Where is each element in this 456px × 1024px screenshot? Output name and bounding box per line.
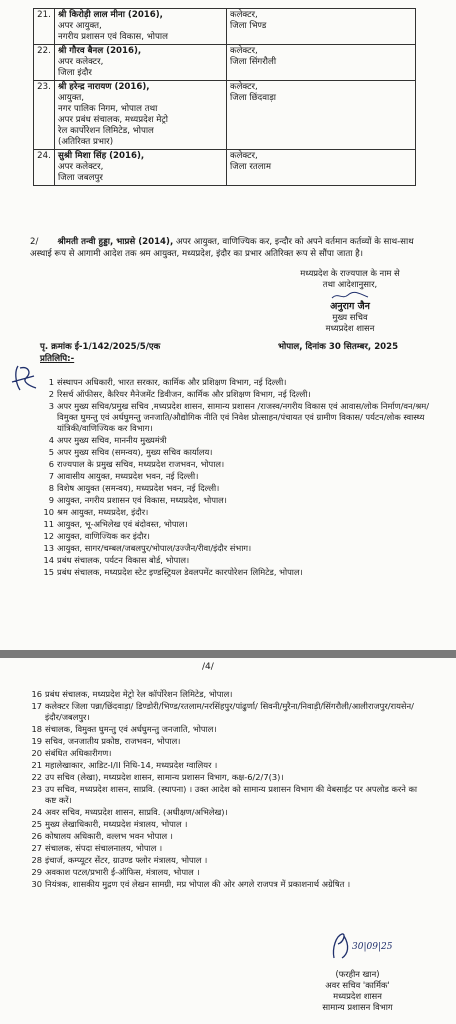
signature-block-chief-secretary: मध्यप्रदेश के राज्यपाल के नाम से तथा आदेशानुसार, अनुराग जैन मुख्य सचिव मध्यप्रदेश शासन [270, 268, 430, 334]
current-post-line: (अतिरिक्त प्रभार) [58, 137, 114, 147]
list-item [40, 459, 430, 470]
new-post-line: जिला छिंदवाड़ा [230, 93, 277, 103]
item-number: 9 [48, 495, 54, 505]
item-number: 25 [31, 819, 42, 829]
item-number: 16 [31, 689, 42, 699]
list-item [28, 701, 430, 723]
item-number: 13 [43, 543, 54, 553]
list-item [40, 447, 430, 458]
item-text: राज्यपाल के प्रमुख सचिव, मध्यप्रदेश राजभवन, भोपाल। [57, 459, 225, 469]
item-number: 1 [48, 377, 54, 387]
paragraph-text: अपर आयुक्त, वाणिज्यिक कर, इन्दौर को अपने वर्तमान कर्तव्यों के साथ-साथ अस्थाई रूप से आगामी आदेश तक श्रम आयुक्त, मध्यप्रदेश, इंदौर का प्रभार अतिरिक्त रूप से सौंपा जाता है। [30, 237, 414, 259]
item-number: 29 [31, 867, 42, 877]
list-item [40, 507, 430, 518]
item-number: 8 [48, 483, 54, 493]
officer-name: श्री गौरव बैनल (2016), [58, 46, 142, 56]
officer-name: श्री किरोड़ी लाल मीना (2016), [58, 10, 163, 20]
current-post-line: जिला जबलपुर [58, 173, 103, 183]
new-post-line: जिला सिंगरौली [230, 57, 277, 67]
paragraph-number: 2/ [30, 237, 39, 247]
signatory-name: अनुराग जैन [330, 301, 370, 312]
new-post-line: कलेक्टर, [230, 151, 258, 161]
list-item [40, 543, 430, 554]
row-number: 24. [34, 150, 55, 186]
current-post-line: नगर पालिक निगम, भोपाल तथा [58, 104, 158, 114]
item-number: 26 [31, 831, 42, 841]
current-post-line: अपर प्रबंध संचालक, मध्यप्रदेश मेट्रो [58, 115, 168, 125]
item-text: अपर मुख्य सचिव, माननीय मुख्यमंत्री [57, 435, 167, 445]
item-number: 30 [31, 879, 42, 889]
list-item [40, 483, 430, 494]
list-item [40, 377, 430, 388]
item-text: अवर सचिव, मध्यप्रदेश शासन, साप्रवि. (अधीक्षण/अभिलेख)। [45, 807, 228, 817]
item-text: संचालक, संपदा संचालनालय, भोपाल । [45, 843, 163, 853]
list-item [28, 867, 430, 878]
item-number: 19 [31, 736, 42, 746]
page-number: /4/ [202, 662, 214, 672]
item-text: आयुक्त, सागर/चम्बल/जबलपुर/भोपाल/उज्जैन/रीवा/इंदौर संभाग। [57, 543, 252, 553]
item-text: श्रम आयुक्त, मध्यप्रदेश, इंदौर। [57, 507, 149, 517]
officer-name: सुश्री मिशा सिंह (2016), [58, 151, 145, 161]
list-item [28, 843, 430, 854]
posting-cell [227, 9, 416, 45]
issue-date: भोपाल, दिनांक 30 सितम्बर, 2025 [278, 342, 399, 352]
list-item [28, 879, 430, 890]
list-item [40, 435, 430, 446]
posting-cell [227, 45, 416, 81]
item-text: इंचार्ज, कम्प्यूटर सेंटर, ग्राउण्ड फ्लोर मंत्रालय, भोपाल । [45, 855, 208, 865]
officer-cell [55, 81, 227, 150]
signature-block-under-secretary: (फरहीन खान) अवर सचिव 'कार्मिक' मध्यप्रदेश शासन सामान्य प्रशासन विभाग [295, 969, 420, 1013]
list-item [40, 567, 430, 578]
copy-recipients-list [40, 377, 430, 579]
item-number: 17 [31, 701, 42, 711]
item-text: उप सचिव (लेखा), मध्यप्रदेश शासन, सामान्य प्रशासन विभाग, कक्ष-6/2/7(3)। [45, 772, 284, 782]
officer-name: श्रीमती तन्वी हुड्डा, भाप्रसे (2014), [57, 237, 174, 247]
item-text: आयुक्त, भू-अभिलेख एवं बंदोवस्त, भोपाल। [57, 519, 188, 529]
item-number: 12 [43, 531, 54, 541]
item-text: संस्थापन अधिकारी, भारत सरकार, कार्मिक और प्रशिक्षण विभाग, नई दिल्ली। [57, 377, 287, 387]
new-post-line: जिला रतलाम [230, 162, 271, 172]
new-post-line: कलेक्टर, [230, 10, 258, 20]
item-text: विशेष आयुक्त (समन्वय), मध्यप्रदेश भवन, नई दिल्ली। [57, 483, 220, 493]
item-number: 24 [31, 807, 42, 817]
item-number: 6 [48, 459, 54, 469]
row-number: 23. [34, 81, 55, 150]
item-number: 11 [43, 519, 54, 529]
reference-number: पृ. क्रमांक ई-1/142/2025/5/एक [40, 342, 161, 352]
list-item [40, 401, 430, 434]
list-item [40, 471, 430, 482]
item-text: मुख्य लेखाधिकारी, मध्यप्रदेश मंत्रालय, भोपाल । [45, 819, 188, 829]
officer-transfer-table [33, 8, 416, 186]
copy-to-label: प्रतिलिपि:- [40, 354, 75, 364]
list-item [40, 519, 430, 530]
current-post-line: रेल कार्पोरेशन लिमिटेड, भोपाल [58, 126, 154, 136]
document-page-4 [0, 658, 456, 1024]
item-number: 5 [48, 447, 54, 457]
list-item [28, 736, 430, 747]
item-text: अवकाश पटल/प्रभारी ई-ऑफिस, मंत्रालय, भोपाल । [45, 867, 200, 877]
item-number: 18 [31, 724, 42, 734]
item-text: सचिव, जनजातीय प्रकोष्ठ, राजभवन, भोपाल। [45, 736, 181, 746]
item-text: उप सचिव, मध्यप्रदेश शासन, साप्रवि. (स्थापना) । उक्त आदेश को सामान्य प्रशासन विभाग की वेबसाईट पर अपलोड करने का कष्ट करें। [45, 784, 417, 805]
item-text: प्रबंध संचालक, पर्यटन विकास बोर्ड, भोपाल। [57, 555, 190, 565]
margin-initials-mark [8, 362, 42, 396]
new-post-line: जिला भिण्ड [230, 21, 267, 31]
list-item [28, 748, 430, 759]
officer-cell [55, 45, 227, 81]
copy-recipients-list-continued [28, 689, 430, 891]
officer-name: श्री हरेन्द्र नारायण (2016), [58, 82, 150, 92]
item-number: 2 [48, 389, 54, 399]
item-text: प्रबंध संचालक, मध्यप्रदेश स्टेट इण्डस्ट्रियल डेवलपमेंट कारपोरेशन लिमिटेड, भोपाल। [57, 567, 303, 577]
item-text: रिसर्च ऑफीसर, कैरियर मैनेजमेंट डिवीजन, कार्मिक और प्रशिक्षण विभाग, नई दिल्ली। [57, 389, 311, 399]
item-text: अपर मुख्य सचिव/प्रमुख सचिव ,मध्यप्रदेश शासन, सामान्य प्रशासन /राजस्व/नगरीय विकास एवं आवास/लोक निर्माण/वन/श्रम/विमुक्त घुमन्तु एवं अर्धघुमन्तु जनजाति/औद्योगिक नीति एवं निवेश प्रोत्साहन/पंचायत एवं ग्रामीण विकास/ पर्यटन/लोक स्वास्थ्य यांत्रिकी/वाणिज्यिक कर विभाग। [57, 401, 430, 433]
row-number: 22. [34, 45, 55, 81]
item-number: 14 [43, 555, 54, 565]
current-post-line: जिला इंदौर [58, 68, 92, 78]
new-post-line: कलेक्टर, [230, 46, 258, 56]
item-text: अपर मुख्य सचिव (समन्वय), मुख्य सचिव कार्यालय। [57, 447, 213, 457]
item-text: महालेखाकार, आडिट-I/II निधि-14, मध्यप्रदेश ग्वालियर । [45, 760, 218, 770]
page-gap [0, 650, 456, 658]
item-number: 3 [48, 401, 54, 411]
list-item [28, 724, 430, 735]
signature-date: 30|09|25 [352, 942, 393, 952]
item-number: 7 [48, 471, 54, 481]
item-text: आयुक्त, वाणिज्यिक कर इंदौर। [57, 531, 150, 541]
current-post-line: नगरीय प्रशासन एवं विकास, भोपाल [58, 32, 168, 42]
list-item [28, 819, 430, 830]
list-item [40, 495, 430, 506]
list-item [28, 689, 430, 700]
item-text: कोषालय अधिकारी, वल्लभ भवन भोपाल । [45, 831, 173, 841]
item-number: 15 [43, 567, 54, 577]
item-text: संबंधित अधिकारीगण। [45, 748, 112, 758]
current-post-line: अपर आयुक्त, [58, 21, 102, 31]
officer-row [34, 81, 416, 150]
list-item [40, 389, 430, 400]
item-number: 10 [43, 507, 54, 517]
posting-cell [227, 150, 416, 186]
list-item [28, 831, 430, 842]
item-number: 20 [31, 748, 42, 758]
item-number: 23 [31, 784, 42, 794]
item-text: आवासीय आयुक्त, मध्यप्रदेश भवन, नई दिल्ली। [57, 471, 199, 481]
officer-cell [55, 150, 227, 186]
item-text: प्रबंध संचालक, मध्यप्रदेश मेट्रो रेल कॉर्पोरेशन लिमिटेड, भोपाल। [45, 689, 233, 699]
list-item [28, 784, 430, 806]
current-post-line: आयुक्त, [58, 93, 85, 103]
item-text: आयुक्त, नगरीय प्रशासन एवं विकास, मध्यप्रदेश, भोपाल। [57, 495, 227, 505]
officer-row [34, 150, 416, 186]
list-item [28, 807, 430, 818]
officer-row [34, 9, 416, 45]
current-post-line: अपर कलेक्टर, [58, 57, 104, 67]
item-number: 27 [31, 843, 42, 853]
paragraph-2 [30, 236, 420, 260]
list-item [28, 855, 430, 866]
item-number: 21 [31, 760, 42, 770]
list-item [40, 531, 430, 542]
new-post-line: कलेक्टर, [230, 82, 258, 92]
row-number: 21. [34, 9, 55, 45]
signature-scribble [330, 291, 370, 301]
officer-row [34, 45, 416, 81]
item-number: 22 [31, 772, 42, 782]
officer-cell [55, 9, 227, 45]
list-item [40, 555, 430, 566]
list-item [28, 760, 430, 771]
posting-cell [227, 81, 416, 150]
item-text: कलेक्टर जिला पन्ना/छिंदवाड़ा/ डिण्डोरी/भिण्ड/रतलाम/नरसिंहपुर/पांढुर्णा/ सिवनी/मुरैना/निवाड़ी/सिंगरौली/आलीराजपुर/रायसेन/इंदौर/जबलपुर। [45, 701, 414, 722]
item-number: 4 [48, 435, 54, 445]
item-text: नियंत्रक, शासकीय मुद्रण एवं लेखन सामग्री, मप्र भोपाल की ओर अगले राजपत्र में प्रकाशनार्थ अग्रेषित । [45, 879, 351, 889]
current-post-line: अपर कलेक्टर, [58, 162, 104, 172]
item-text: संचालक, विमुक्त घुमन्तु एवं अर्धघुमन्तु जनजाति, भोपाल। [45, 724, 217, 734]
item-number: 28 [31, 855, 42, 865]
signatory-name: (फरहीन खान) [335, 969, 380, 979]
list-item [28, 772, 430, 783]
